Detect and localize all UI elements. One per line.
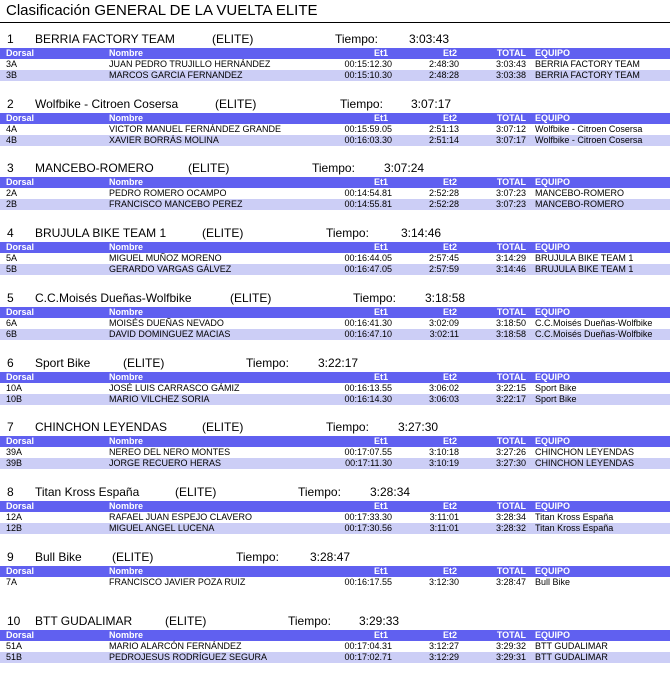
rider-row — [0, 253, 670, 264]
column-header-et1: Et1 — [373, 48, 388, 58]
team-header — [0, 32, 670, 48]
column-header-et2: Et2 — [442, 113, 457, 123]
rider-nombre: PEDRO ROMERO OCAMPO — [109, 188, 227, 198]
rider-row — [0, 641, 670, 652]
team-name: Wolfbike - Citroen Cosersa — [35, 97, 179, 111]
team-block — [0, 291, 670, 353]
team-category: (ELITE) — [188, 161, 230, 175]
column-header-et1: Et1 — [373, 566, 388, 576]
team-position: 5 — [7, 291, 14, 305]
team-time: 3:22:17 — [318, 356, 359, 370]
rider-equipo: Wolfbike - Citroen Cosersa — [535, 135, 643, 145]
column-header-equipo: EQUIPO — [535, 372, 571, 382]
team-block — [0, 485, 670, 547]
column-header-row — [0, 372, 670, 383]
rider-nombre: JOSÉ LUIS CARRASCO GÁMIZ — [109, 383, 240, 393]
column-header-et1: Et1 — [373, 113, 388, 123]
team-header — [0, 226, 670, 242]
column-header-dorsal: Dorsal — [6, 177, 35, 187]
rider-et1: 00:17:33.30 — [344, 512, 392, 522]
rider-et1: 00:16:13.55 — [344, 383, 392, 393]
team-name: BRUJULA BIKE TEAM 1 — [35, 226, 167, 240]
team-category: (ELITE) — [165, 614, 207, 628]
rider-dorsal: 2A — [6, 188, 18, 198]
rider-total: 3:27:30 — [495, 458, 526, 468]
column-header-et1: Et1 — [373, 177, 388, 187]
rider-total: 3:14:46 — [495, 264, 526, 274]
rider-et1: 00:16:03.30 — [344, 135, 392, 145]
team-category: (ELITE) — [230, 291, 272, 305]
rider-row — [0, 59, 670, 70]
rider-equipo: MANCEBO-ROMERO — [535, 199, 625, 209]
rider-total: 3:18:58 — [495, 329, 526, 339]
time-label: Tiempo: — [236, 550, 279, 564]
column-header-equipo: EQUIPO — [535, 566, 571, 576]
rider-nombre: JUAN PEDRO TRUJILLO HERNÁNDEZ — [109, 59, 271, 69]
team-category: (ELITE) — [202, 226, 244, 240]
rider-nombre: MOISÉS DUEÑAS NEVADO — [109, 318, 224, 328]
column-header-et1: Et1 — [373, 501, 388, 511]
team-block — [0, 614, 670, 676]
page-title: Clasificación GENERAL DE LA VUELTA ELITE — [6, 2, 318, 19]
team-name: Sport Bike — [35, 356, 91, 370]
column-header-row — [0, 630, 670, 641]
rider-et1: 00:15:10.30 — [344, 70, 392, 80]
column-header-nombre: Nombre — [109, 436, 144, 446]
rider-et1: 00:17:11.30 — [345, 458, 392, 468]
team-category: (ELITE) — [215, 97, 257, 111]
team-name: BERRIA FACTORY TEAM — [35, 32, 175, 46]
column-header-total: TOTAL — [496, 307, 526, 317]
column-header-et2: Et2 — [442, 501, 457, 511]
column-header-et1: Et1 — [373, 307, 388, 317]
rider-et1: 00:14:55.81 — [344, 199, 392, 209]
column-header-row — [0, 48, 670, 59]
rider-dorsal: 6A — [6, 318, 18, 328]
rider-row — [0, 199, 670, 210]
column-header-total: TOTAL — [496, 113, 526, 123]
column-header-total: TOTAL — [496, 630, 526, 640]
column-header-nombre: Nombre — [109, 48, 144, 58]
rider-equipo: Wolfbike - Citroen Cosersa — [535, 124, 643, 134]
column-header-dorsal: Dorsal — [6, 436, 35, 446]
rider-equipo: CHINCHON LEYENDAS — [535, 458, 635, 468]
column-header-equipo: EQUIPO — [535, 242, 571, 252]
team-category: (ELITE) — [123, 356, 165, 370]
rider-equipo: BRUJULA BIKE TEAM 1 — [535, 253, 634, 263]
column-header-equipo: EQUIPO — [535, 436, 571, 446]
team-header — [0, 485, 670, 501]
team-position: 6 — [7, 356, 14, 370]
team-category: (ELITE) — [212, 32, 254, 46]
team-category: (ELITE) — [175, 485, 217, 499]
rider-equipo: BERRIA FACTORY TEAM — [535, 59, 640, 69]
rider-nombre: XAVIER BORRÁS MOLINA — [109, 135, 219, 145]
rider-row — [0, 394, 670, 405]
team-category: (ELITE) — [112, 550, 154, 564]
column-header-row — [0, 307, 670, 318]
rider-et2: 3:12:29 — [428, 652, 459, 662]
rider-dorsal: 39A — [6, 447, 23, 457]
rider-total: 3:29:32 — [495, 641, 526, 651]
column-header-equipo: EQUIPO — [535, 48, 571, 58]
team-position: 9 — [7, 550, 14, 564]
column-header-et2: Et2 — [442, 307, 457, 317]
team-block — [0, 420, 670, 482]
rider-equipo: BTT GUDALIMAR — [535, 652, 608, 662]
team-time: 3:07:17 — [411, 97, 452, 111]
column-header-et2: Et2 — [442, 372, 457, 382]
rider-et1: 00:17:04.31 — [344, 641, 392, 651]
team-position: 4 — [7, 226, 14, 240]
team-block — [0, 550, 670, 612]
rider-row — [0, 188, 670, 199]
rider-equipo: MANCEBO-ROMERO — [535, 188, 625, 198]
rider-dorsal: 10A — [6, 383, 23, 393]
column-header-nombre: Nombre — [109, 501, 144, 511]
column-header-equipo: EQUIPO — [535, 307, 571, 317]
column-header-equipo: EQUIPO — [535, 501, 571, 511]
time-label: Tiempo: — [326, 420, 369, 434]
rider-et1: 00:14:54.81 — [344, 188, 392, 198]
rider-row — [0, 447, 670, 458]
team-position: 1 — [7, 32, 14, 46]
rider-nombre: MIGUEL ANGEL LUCENA — [109, 523, 215, 533]
rider-et2: 3:11:01 — [429, 523, 459, 533]
rider-equipo: Sport Bike — [535, 383, 577, 393]
rider-et1: 00:16:14.30 — [344, 394, 392, 404]
rider-total: 3:28:34 — [495, 512, 526, 522]
team-block — [0, 97, 670, 159]
rider-et2: 3:12:30 — [428, 577, 459, 587]
rider-et2: 3:11:01 — [429, 512, 459, 522]
column-header-total: TOTAL — [496, 566, 526, 576]
rider-et2: 2:51:14 — [428, 135, 459, 145]
time-label: Tiempo: — [288, 614, 331, 628]
column-header-row — [0, 113, 670, 124]
rider-dorsal: 4A — [6, 124, 18, 134]
rider-dorsal: 51A — [6, 641, 23, 651]
rider-dorsal: 2B — [6, 199, 18, 209]
rider-et1: 00:17:30.56 — [344, 523, 392, 533]
rider-equipo: C.C.Moisés Dueñas-Wolfbike — [535, 329, 653, 339]
column-header-et2: Et2 — [442, 48, 457, 58]
rider-et2: 2:48:30 — [428, 59, 459, 69]
rider-dorsal: 10B — [6, 394, 23, 404]
rider-equipo: BRUJULA BIKE TEAM 1 — [535, 264, 634, 274]
rider-nombre: RAFAEL JUAN ESPEJO CLAVERO — [109, 512, 253, 522]
title-rule — [0, 22, 670, 23]
column-header-et2: Et2 — [442, 630, 457, 640]
rider-equipo: Titan Kross España — [535, 512, 614, 522]
column-header-dorsal: Dorsal — [6, 307, 35, 317]
column-header-equipo: EQUIPO — [535, 113, 571, 123]
rider-dorsal: 3B — [6, 70, 18, 80]
column-header-et1: Et1 — [373, 372, 388, 382]
rider-row — [0, 383, 670, 394]
rider-nombre: MARCOS GARCIA FERNANDEZ — [109, 70, 243, 80]
column-header-et1: Et1 — [373, 436, 388, 446]
rider-row — [0, 135, 670, 146]
rider-equipo: CHINCHON LEYENDAS — [535, 447, 635, 457]
team-position: 7 — [7, 420, 14, 434]
rider-nombre: JORGE RECUERO HERAS — [109, 458, 222, 468]
team-header — [0, 420, 670, 436]
rider-total: 3:29:31 — [495, 652, 526, 662]
rider-et2: 2:52:28 — [428, 188, 459, 198]
column-header-total: TOTAL — [496, 48, 526, 58]
column-header-nombre: Nombre — [109, 566, 144, 576]
rider-et1: 00:16:41.30 — [344, 318, 392, 328]
column-header-row — [0, 242, 670, 253]
team-name: BTT GUDALIMAR — [35, 614, 133, 628]
rider-total: 3:14:29 — [495, 253, 526, 263]
rider-equipo: Titan Kross España — [535, 523, 614, 533]
rider-et2: 3:10:19 — [428, 458, 459, 468]
team-header — [0, 614, 670, 630]
team-position: 10 — [7, 614, 21, 628]
column-header-total: TOTAL — [496, 436, 526, 446]
column-header-nombre: Nombre — [109, 113, 144, 123]
rider-dorsal: 6B — [6, 329, 18, 339]
rider-et1: 00:16:47.05 — [344, 264, 392, 274]
team-category: (ELITE) — [202, 420, 244, 434]
column-header-et2: Et2 — [442, 242, 457, 252]
column-header-et1: Et1 — [373, 630, 388, 640]
rider-et1: 00:16:47.10 — [344, 329, 392, 339]
column-header-nombre: Nombre — [109, 307, 144, 317]
rider-row — [0, 652, 670, 663]
team-header — [0, 356, 670, 372]
rider-equipo: BERRIA FACTORY TEAM — [535, 70, 640, 80]
column-header-total: TOTAL — [496, 372, 526, 382]
rider-et2: 3:02:09 — [428, 318, 459, 328]
rider-et1: 00:15:12.30 — [344, 59, 392, 69]
rider-et1: 00:17:02.71 — [344, 652, 392, 662]
column-header-nombre: Nombre — [109, 177, 144, 187]
rider-row — [0, 70, 670, 81]
team-time: 3:28:34 — [370, 485, 411, 499]
time-label: Tiempo: — [246, 356, 289, 370]
rider-total: 3:03:43 — [495, 59, 526, 69]
time-label: Tiempo: — [298, 485, 341, 499]
team-name: C.C.Moisés Dueñas-Wolfbike — [35, 291, 192, 305]
rider-total: 3:07:23 — [495, 188, 526, 198]
rider-et1: 00:16:17.55 — [344, 577, 392, 587]
rider-nombre: GERARDO VARGAS GÁLVEZ — [109, 264, 232, 274]
rider-nombre: MARIO ALARCÓN FERNÁNDEZ — [109, 641, 242, 651]
rider-equipo: BTT GUDALIMAR — [535, 641, 608, 651]
column-header-row — [0, 436, 670, 447]
rider-et2: 2:48:28 — [428, 70, 459, 80]
rider-et2: 3:12:27 — [428, 641, 459, 651]
rider-et2: 3:06:03 — [428, 394, 459, 404]
team-time: 3:03:43 — [409, 32, 450, 46]
time-label: Tiempo: — [340, 97, 383, 111]
rider-total: 3:07:12 — [495, 124, 526, 134]
rider-total: 3:22:15 — [495, 383, 526, 393]
team-time: 3:07:24 — [384, 161, 425, 175]
rider-et1: 00:17:07.55 — [344, 447, 392, 457]
rider-et2: 2:51:13 — [428, 124, 459, 134]
rider-row — [0, 577, 670, 588]
rider-row — [0, 124, 670, 135]
time-label: Tiempo: — [353, 291, 396, 305]
team-block — [0, 356, 670, 418]
column-header-total: TOTAL — [496, 501, 526, 511]
team-time: 3:27:30 — [398, 420, 439, 434]
rider-equipo: Sport Bike — [535, 394, 577, 404]
rider-et1: 00:16:44.05 — [344, 253, 392, 263]
rider-et1: 00:15:59.05 — [344, 124, 392, 134]
rider-dorsal: 5B — [6, 264, 18, 274]
team-header — [0, 97, 670, 113]
team-time: 3:29:33 — [359, 614, 400, 628]
column-header-dorsal: Dorsal — [6, 372, 35, 382]
rider-row — [0, 318, 670, 329]
team-name: MANCEBO-ROMERO — [35, 161, 154, 175]
team-name: Titan Kross España — [35, 485, 140, 499]
time-label: Tiempo: — [326, 226, 369, 240]
column-header-row — [0, 566, 670, 577]
team-position: 8 — [7, 485, 14, 499]
column-header-dorsal: Dorsal — [6, 48, 35, 58]
rider-dorsal: 4B — [6, 135, 18, 145]
column-header-row — [0, 501, 670, 512]
column-header-dorsal: Dorsal — [6, 630, 35, 640]
team-position: 3 — [7, 161, 14, 175]
column-header-et2: Et2 — [442, 566, 457, 576]
team-block — [0, 161, 670, 223]
rider-nombre: NEREO DEL NERO MONTES — [109, 447, 231, 457]
rider-total: 3:22:17 — [495, 394, 526, 404]
team-header — [0, 161, 670, 177]
team-time: 3:28:47 — [310, 550, 351, 564]
rider-dorsal: 39B — [6, 458, 23, 468]
rider-row — [0, 512, 670, 523]
rider-total: 3:07:17 — [495, 135, 526, 145]
rider-dorsal: 7A — [6, 577, 18, 587]
time-label: Tiempo: — [335, 32, 378, 46]
rider-et2: 3:02:11 — [429, 329, 459, 339]
column-header-et2: Et2 — [442, 177, 457, 187]
team-time: 3:18:58 — [425, 291, 466, 305]
rider-total: 3:28:32 — [495, 523, 526, 533]
column-header-total: TOTAL — [496, 177, 526, 187]
rider-row — [0, 329, 670, 340]
rider-nombre: VICTOR MANUEL FERNÁNDEZ GRANDE — [109, 124, 282, 134]
column-header-total: TOTAL — [496, 242, 526, 252]
rider-nombre: PEDROJESUS RODRÍGUEZ SEGURA — [109, 652, 268, 662]
team-time: 3:14:46 — [401, 226, 442, 240]
team-header — [0, 291, 670, 307]
rider-total: 3:18:50 — [495, 318, 526, 328]
rider-total: 3:07:23 — [495, 199, 526, 209]
rider-et2: 2:57:59 — [428, 264, 459, 274]
rider-nombre: FRANCISCO MANCEBO PEREZ — [109, 199, 243, 209]
column-header-equipo: EQUIPO — [535, 630, 571, 640]
rider-dorsal: 12A — [6, 512, 23, 522]
rider-et2: 2:57:45 — [428, 253, 459, 263]
rider-row — [0, 458, 670, 469]
column-header-et2: Et2 — [442, 436, 457, 446]
rider-et2: 2:52:28 — [428, 199, 459, 209]
rider-total: 3:28:47 — [495, 577, 526, 587]
team-header — [0, 550, 670, 566]
rider-et2: 3:10:18 — [428, 447, 459, 457]
team-name: Bull Bike — [35, 550, 82, 564]
time-label: Tiempo: — [312, 161, 355, 175]
rider-nombre: DAVID DOMINGUEZ MACIAS — [109, 329, 231, 339]
team-block — [0, 32, 670, 94]
column-header-row — [0, 177, 670, 188]
rider-dorsal: 3A — [6, 59, 18, 69]
rider-dorsal: 5A — [6, 253, 18, 263]
rider-nombre: FRANCISCO JAVIER POZA RUIZ — [109, 577, 246, 587]
rider-equipo: Bull Bike — [535, 577, 571, 587]
column-header-nombre: Nombre — [109, 242, 144, 252]
column-header-dorsal: Dorsal — [6, 501, 35, 511]
rider-dorsal: 12B — [6, 523, 23, 533]
column-header-nombre: Nombre — [109, 630, 144, 640]
team-name: CHINCHON LEYENDAS — [35, 420, 168, 434]
column-header-dorsal: Dorsal — [6, 113, 35, 123]
rider-total: 3:03:38 — [495, 70, 526, 80]
rider-nombre: MIGUEL MUÑOZ MORENO — [109, 253, 222, 263]
rider-et2: 3:06:02 — [428, 383, 459, 393]
team-position: 2 — [7, 97, 14, 111]
team-block — [0, 226, 670, 288]
rider-dorsal: 51B — [6, 652, 23, 662]
rider-row — [0, 264, 670, 275]
rider-equipo: C.C.Moisés Dueñas-Wolfbike — [535, 318, 653, 328]
column-header-dorsal: Dorsal — [6, 566, 35, 576]
column-header-et1: Et1 — [373, 242, 388, 252]
column-header-equipo: EQUIPO — [535, 177, 571, 187]
rider-nombre: MARIO VILCHEZ SORIA — [109, 394, 210, 404]
rider-row — [0, 523, 670, 534]
column-header-nombre: Nombre — [109, 372, 144, 382]
rider-total: 3:27:26 — [495, 447, 526, 457]
column-header-dorsal: Dorsal — [6, 242, 35, 252]
